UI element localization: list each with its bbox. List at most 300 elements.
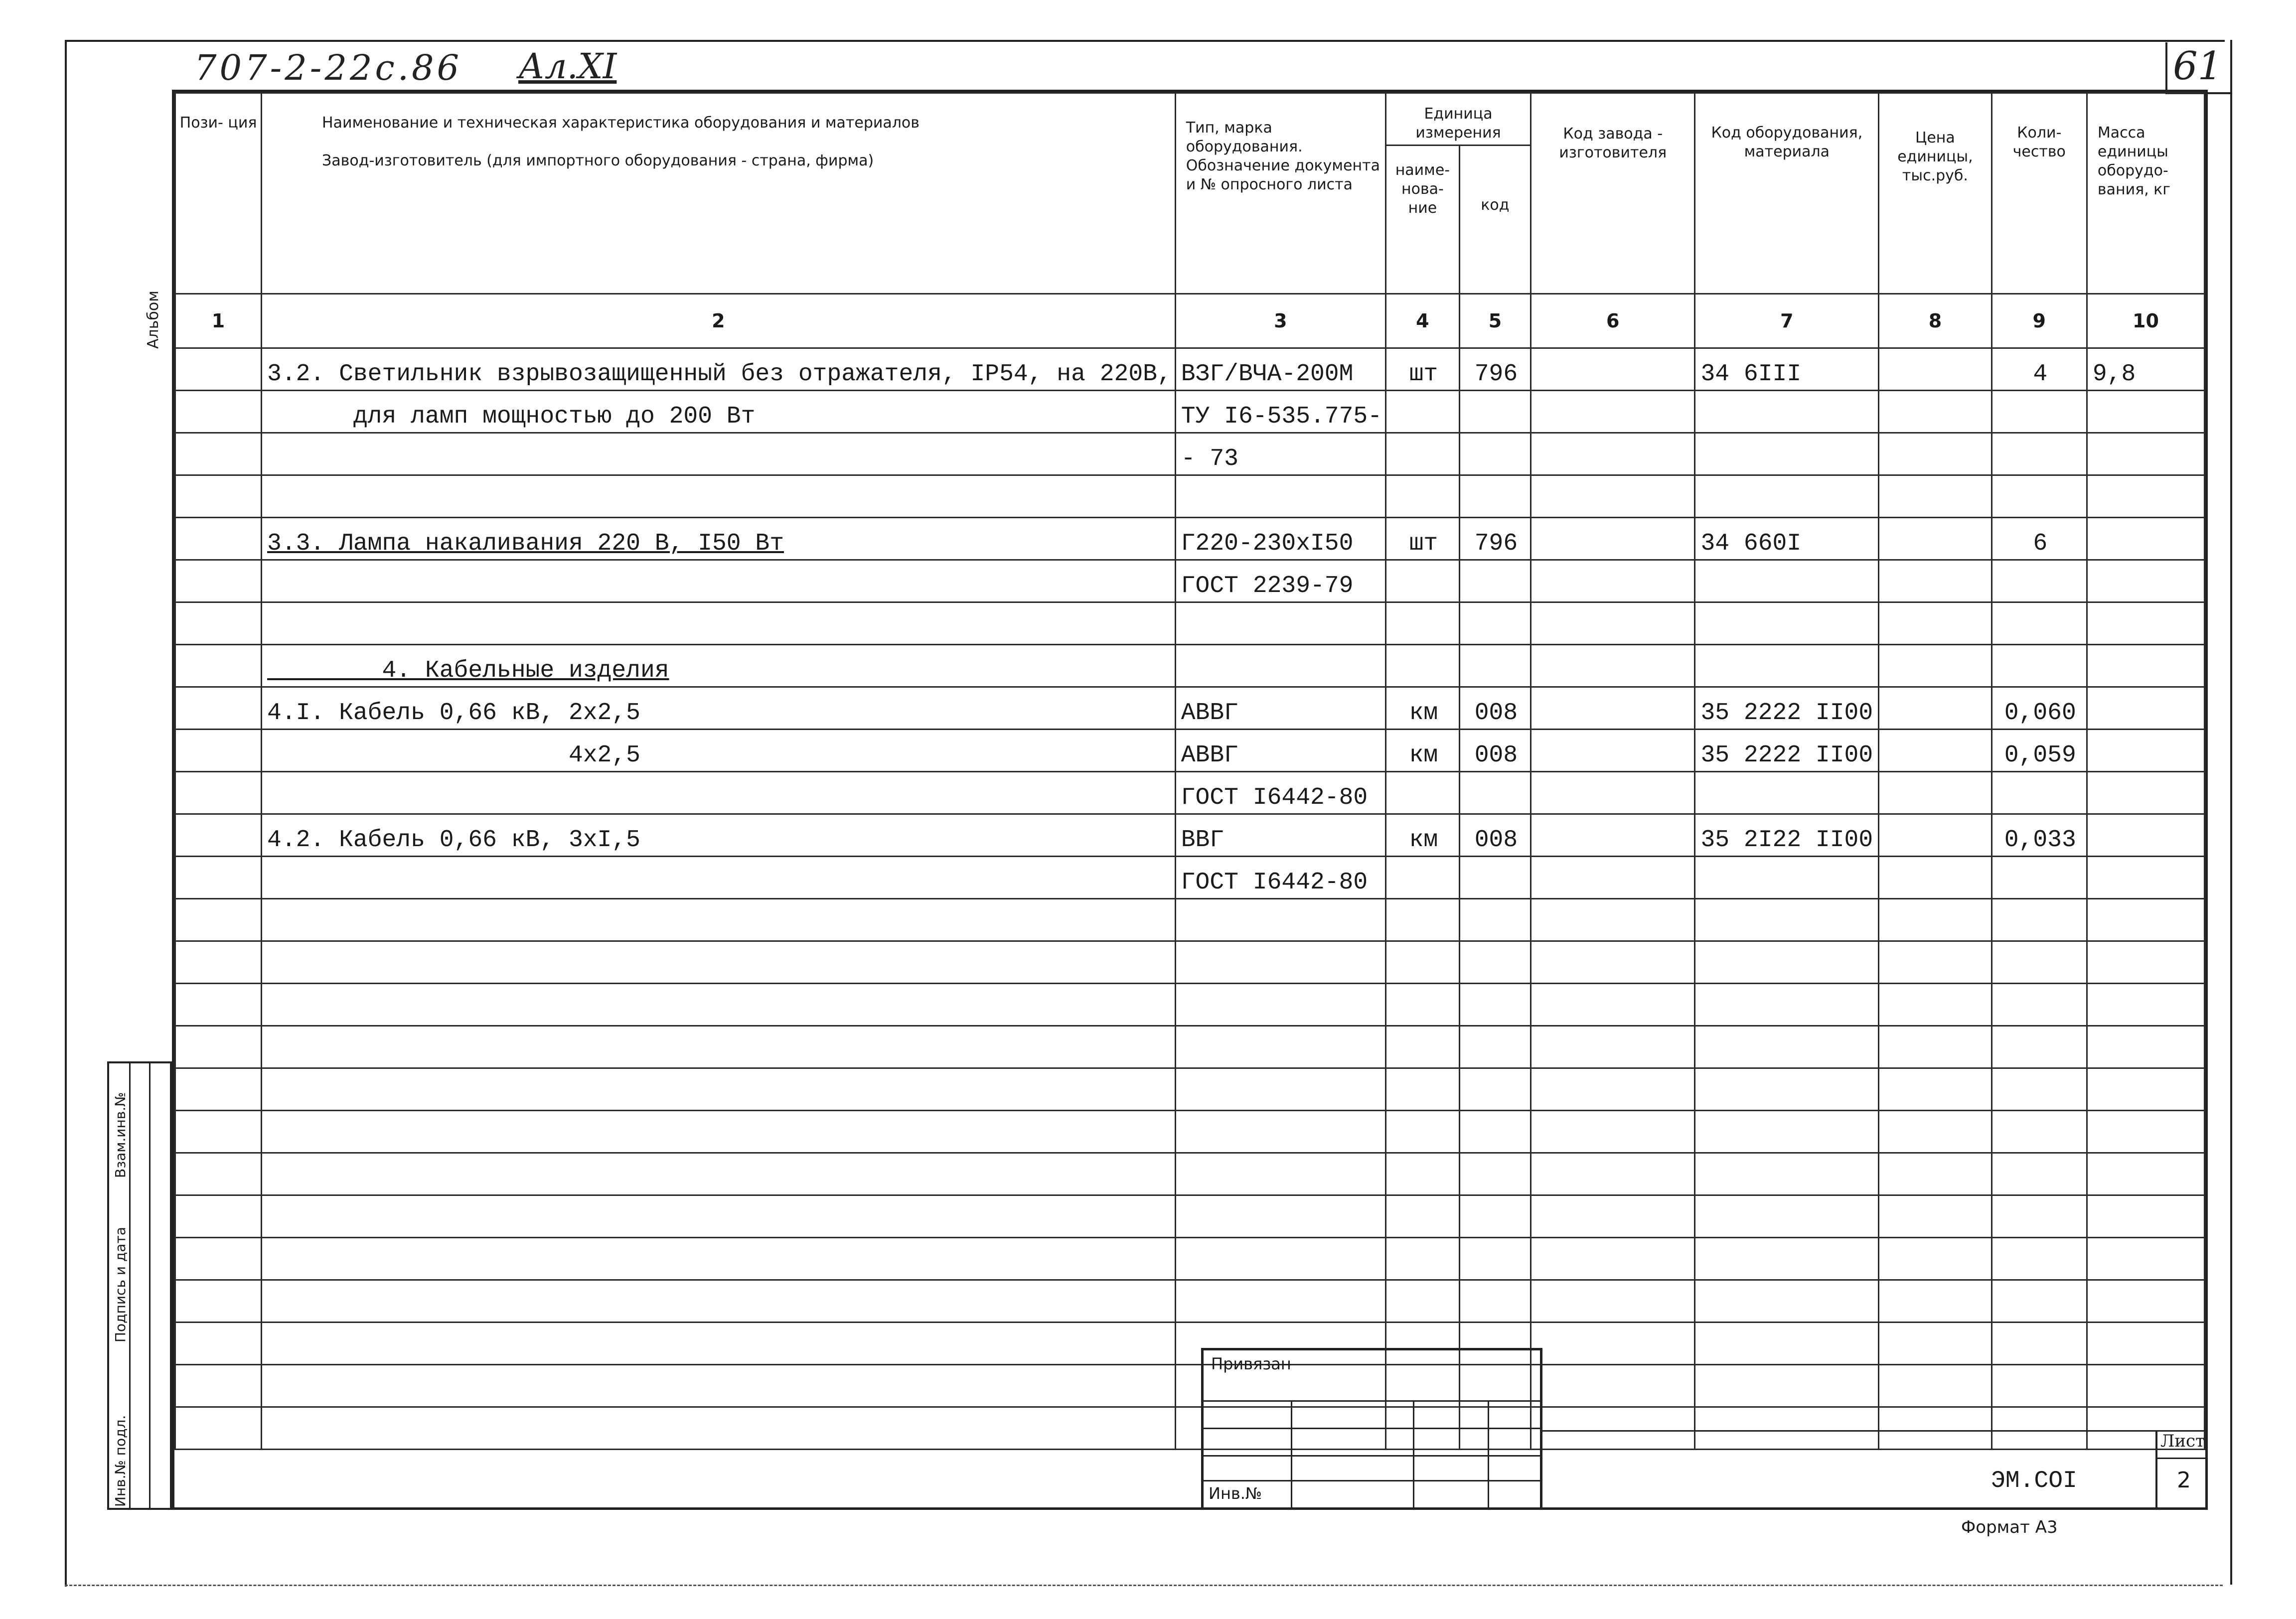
stamp-divider [129, 1063, 131, 1508]
table-cell [1991, 1280, 2087, 1323]
table-cell [1459, 391, 1531, 433]
table-cell [1991, 1365, 2087, 1407]
table-cell [1531, 1365, 1695, 1407]
approval-stamp [107, 1061, 172, 1510]
table-cell [262, 1323, 1176, 1365]
table-cell [1991, 602, 2087, 645]
table-cell: - 73 [1175, 433, 1385, 475]
table-cell [262, 475, 1176, 518]
table-cell [1175, 1280, 1385, 1323]
doc-code: 707-2-22с.86 [194, 47, 462, 88]
table-cell [1531, 645, 1695, 687]
table-cell [1386, 391, 1460, 433]
table-cell [2087, 857, 2204, 899]
column-number: 5 [1459, 294, 1531, 348]
table-cell [1531, 984, 1695, 1026]
table-cell: шт [1386, 518, 1460, 560]
column-number: 3 [1175, 294, 1385, 348]
table-row [175, 687, 2205, 730]
table-row [175, 1323, 2205, 1365]
table-cell [1531, 560, 1695, 602]
drawing-code: ЭМ.СОI [1991, 1468, 2077, 1494]
table-cell [1991, 475, 2087, 518]
title-block-divider [1291, 1400, 1292, 1507]
table-cell [1531, 433, 1695, 475]
col-header-price: Цена единицы, тыс.руб. [1879, 93, 1991, 294]
table-cell [2087, 1026, 2204, 1068]
table-cell [262, 1238, 1176, 1280]
table-cell [1459, 1026, 1531, 1068]
stamp-replaced-inv: Взам.инв.№ [112, 1092, 129, 1178]
table-cell [1879, 433, 1991, 475]
table-cell: 796 [1459, 348, 1531, 391]
table-cell [2087, 1068, 2204, 1111]
table-row [175, 348, 2205, 391]
table-cell [2087, 1153, 2204, 1195]
table-cell [2087, 984, 2204, 1026]
table-cell: для ламп мощностью до 200 Вт [262, 391, 1176, 433]
table-cell [1386, 645, 1460, 687]
cut-line [65, 1585, 2223, 1586]
table-cell [1695, 1238, 1879, 1280]
table-cell [262, 772, 1176, 814]
table-cell [175, 730, 262, 772]
table-cell [1531, 475, 1695, 518]
table-cell [1991, 941, 2087, 984]
table-cell [175, 1407, 262, 1450]
sheet-label: Лист [2160, 1431, 2205, 1451]
table-cell [1386, 1280, 1460, 1323]
table-row [175, 602, 2205, 645]
table-cell: Г220-230хI50 [1175, 518, 1385, 560]
table-cell [1531, 730, 1695, 772]
table-cell [1991, 391, 2087, 433]
table-cell [1531, 391, 1695, 433]
table-cell [1879, 1323, 1991, 1365]
table-cell [1991, 1068, 2087, 1111]
table-cell: 35 2222 II00 [1695, 687, 1879, 730]
table-cell [175, 1153, 262, 1195]
table-cell [262, 1195, 1176, 1238]
table-row [175, 1195, 2205, 1238]
table-cell [1879, 348, 1991, 391]
table-cell: 008 [1459, 687, 1531, 730]
table-row [175, 433, 2205, 475]
table-cell [262, 602, 1176, 645]
table-row [175, 1068, 2205, 1111]
table-cell [1459, 1238, 1531, 1280]
table-cell [1695, 391, 1879, 433]
table-cell [1531, 1153, 1695, 1195]
album-side-label: Альбом [145, 291, 162, 349]
col-header-unit-name: наиме-нова-ние [1386, 146, 1460, 294]
table-cell: 34 660I [1695, 518, 1879, 560]
table-cell [1175, 475, 1385, 518]
table-cell [1695, 1195, 1879, 1238]
table-row [175, 941, 2205, 984]
table-cell [1531, 1323, 1695, 1365]
table-cell [175, 772, 262, 814]
table-cell [175, 560, 262, 602]
table-row [175, 1365, 2205, 1407]
table-cell [1991, 1407, 2087, 1450]
table-row [175, 560, 2205, 602]
table-row [175, 475, 2205, 518]
specification-table [174, 92, 2205, 1450]
table-cell: ГОСТ I6442-80 [1175, 772, 1385, 814]
col-header-mass: Масса единицы оборудо-вания, кг [2087, 93, 2204, 294]
table-cell [1175, 1238, 1385, 1280]
table-row [175, 1280, 2205, 1323]
table-cell: 0,060 [1991, 687, 2087, 730]
table-cell [1879, 602, 1991, 645]
table-cell [1879, 730, 1991, 772]
table-cell [1695, 899, 1879, 941]
title-block-line [1204, 1428, 1540, 1429]
table-cell [1695, 1323, 1879, 1365]
format-label: Формат А3 [1961, 1517, 2058, 1537]
column-number: 2 [262, 294, 1176, 348]
table-cell [1991, 984, 2087, 1026]
table-cell [1459, 899, 1531, 941]
table-cell [1879, 899, 1991, 941]
table-header-row [175, 93, 2205, 146]
table-cell [1991, 1195, 2087, 1238]
table-cell [1991, 1238, 2087, 1280]
table-cell [2087, 391, 2204, 433]
table-cell: ВВГ [1175, 814, 1385, 857]
inventory-label: Инв.№ [1209, 1484, 1262, 1503]
table-cell [1991, 1153, 2087, 1195]
table-cell [262, 899, 1176, 941]
table-cell [1695, 645, 1879, 687]
stamp-inv-original: Инв.№ подл. [112, 1415, 129, 1507]
table-cell: 796 [1459, 518, 1531, 560]
table-cell [175, 899, 262, 941]
table-cell [1175, 1068, 1385, 1111]
table-cell [1879, 687, 1991, 730]
col-header-name: Наименование и техническая характеристика оборудования и материалов Завод-изготовитель (для импортного оборудования - страна, фирма) [262, 93, 1176, 294]
table-cell [262, 1068, 1176, 1111]
table-row [175, 814, 2205, 857]
stamp-divider [149, 1063, 151, 1508]
table-cell [1695, 1068, 1879, 1111]
table-cell [1531, 857, 1695, 899]
col-header-unit: Единица измерения [1386, 93, 1531, 146]
table-cell [262, 433, 1176, 475]
table-cell: 0,033 [1991, 814, 2087, 857]
table-cell [1531, 1407, 1695, 1450]
table-cell: 35 2222 II00 [1695, 730, 1879, 772]
table-cell [2087, 1323, 2204, 1365]
table-cell [1531, 772, 1695, 814]
table-cell [1531, 1238, 1695, 1280]
table-cell [175, 1068, 262, 1111]
table-cell [2087, 687, 2204, 730]
table-cell [2087, 475, 2204, 518]
table-cell [1531, 1111, 1695, 1153]
table-cell [262, 941, 1176, 984]
table-cell [1695, 1153, 1879, 1195]
table-cell [1879, 984, 1991, 1026]
col-header-quantity: Коли-чество [1991, 93, 2087, 294]
table-cell [1531, 1195, 1695, 1238]
table-cell: АВВГ [1175, 687, 1385, 730]
col-header-position: Пози- ция [175, 93, 262, 294]
table-cell [2087, 1238, 2204, 1280]
table-cell [262, 1111, 1176, 1153]
table-cell [1386, 1026, 1460, 1068]
table-row [175, 645, 2205, 687]
table-row [175, 984, 2205, 1026]
table-cell [262, 1407, 1176, 1450]
table-cell [175, 1238, 262, 1280]
title-block-top-line [1542, 1430, 2208, 1432]
table-cell: 3.3. Лампа накаливания 220 В, I50 Вт [262, 518, 1176, 560]
table-cell [175, 687, 262, 730]
table-cell [262, 1153, 1176, 1195]
title-block-divider [1488, 1400, 1489, 1507]
table-cell [2087, 772, 2204, 814]
table-cell [175, 1323, 262, 1365]
table-cell [1386, 899, 1460, 941]
table-cell [1386, 433, 1460, 475]
table-cell [262, 1026, 1176, 1068]
table-cell [1386, 857, 1460, 899]
table-cell [1879, 1111, 1991, 1153]
table-cell [262, 1365, 1176, 1407]
table-cell [1991, 772, 2087, 814]
table-cell [1879, 1068, 1991, 1111]
table-cell: 4 [1991, 348, 2087, 391]
table-cell [1459, 1280, 1531, 1323]
table-cell [262, 857, 1176, 899]
table-cell [1459, 984, 1531, 1026]
table-cell: ВЗГ/ВЧА-200М [1175, 348, 1385, 391]
column-number: 6 [1531, 294, 1695, 348]
table-cell [1386, 1238, 1460, 1280]
table-cell [1386, 1195, 1460, 1238]
table-cell [1459, 560, 1531, 602]
table-cell [1175, 1153, 1385, 1195]
table-cell: ТУ I6-535.775- [1175, 391, 1385, 433]
table-cell: АВВГ [1175, 730, 1385, 772]
table-row [175, 1153, 2205, 1195]
table-cell [1386, 560, 1460, 602]
table-cell [1459, 433, 1531, 475]
table-cell [262, 984, 1176, 1026]
table-cell [1386, 1068, 1460, 1111]
bound-label: Привязан [1211, 1354, 1291, 1373]
table-cell [2087, 899, 2204, 941]
table-cell [175, 857, 262, 899]
table-cell [1991, 645, 2087, 687]
table-cell [2087, 1365, 2204, 1407]
table-cell: ГОСТ I6442-80 [1175, 857, 1385, 899]
table-row [175, 857, 2205, 899]
table-cell: 4. Кабельные изделия [262, 645, 1176, 687]
table-cell [175, 433, 262, 475]
table-cell: 34 6III [1695, 348, 1879, 391]
table-cell [1175, 1195, 1385, 1238]
page-number: 61 [2173, 44, 2223, 89]
table-cell: 0,059 [1991, 730, 2087, 772]
title-block-line [1204, 1400, 1540, 1402]
table-cell [1459, 1153, 1531, 1195]
table-cell [1175, 645, 1385, 687]
table-cell [1879, 814, 1991, 857]
table-cell: ГОСТ 2239-79 [1175, 560, 1385, 602]
table-cell [175, 941, 262, 984]
table-cell [1695, 602, 1879, 645]
table-cell [1459, 475, 1531, 518]
table-cell [1175, 899, 1385, 941]
table-cell [1991, 433, 2087, 475]
table-cell [1531, 687, 1695, 730]
table-cell [2087, 1280, 2204, 1323]
sheet-divider [2155, 1458, 2208, 1459]
table-cell [1531, 1280, 1695, 1323]
table-cell [175, 1026, 262, 1068]
table-cell [1695, 984, 1879, 1026]
table-cell [1879, 475, 1991, 518]
table-cell [175, 348, 262, 391]
table-cell [175, 1195, 262, 1238]
table-cell [1175, 1026, 1385, 1068]
table-cell [1991, 1111, 2087, 1153]
table-cell [1695, 560, 1879, 602]
table-cell [1991, 1323, 2087, 1365]
table-cell [1879, 1280, 1991, 1323]
table-cell [1175, 1111, 1385, 1153]
table-cell [1695, 772, 1879, 814]
table-cell: 008 [1459, 730, 1531, 772]
table-cell [1991, 857, 2087, 899]
table-cell [1879, 518, 1991, 560]
table-cell [2087, 814, 2204, 857]
column-number: 7 [1695, 294, 1879, 348]
table-cell [1459, 941, 1531, 984]
table-cell [2087, 433, 2204, 475]
table-cell [1879, 645, 1991, 687]
table-row [175, 899, 2205, 941]
column-number-row [175, 294, 2205, 348]
table-cell [1459, 1195, 1531, 1238]
table-cell [1386, 1153, 1460, 1195]
column-number: 8 [1879, 294, 1991, 348]
table-cell [175, 1365, 262, 1407]
table-row [175, 772, 2205, 814]
table-cell [1991, 1026, 2087, 1068]
table-cell [1531, 1068, 1695, 1111]
table-cell [1459, 1111, 1531, 1153]
table-cell [1459, 1068, 1531, 1111]
table-cell: 4.2. Кабель 0,66 кВ, 3хI,5 [262, 814, 1176, 857]
table-cell [1879, 857, 1991, 899]
table-cell: 008 [1459, 814, 1531, 857]
title-block-divider [1413, 1400, 1414, 1507]
table-cell [1531, 602, 1695, 645]
col-header-type: Тип, марка оборудования. Обозначение документа и № опросного листа [1175, 93, 1385, 294]
table-cell [2087, 518, 2204, 560]
table-row [175, 1111, 2205, 1153]
table-cell [175, 602, 262, 645]
table-cell [2087, 730, 2204, 772]
table-cell [1879, 1026, 1991, 1068]
table-cell [1175, 602, 1385, 645]
table-cell [1879, 1195, 1991, 1238]
table-cell [262, 560, 1176, 602]
table-cell [1879, 772, 1991, 814]
table-cell: 4.I. Кабель 0,66 кВ, 2х2,5 [262, 687, 1176, 730]
sheet-number: 2 [2177, 1468, 2191, 1493]
table-cell: 9,8 [2087, 348, 2204, 391]
table-cell [1879, 1238, 1991, 1280]
table-cell [1459, 772, 1531, 814]
table-cell: шт [1386, 348, 1460, 391]
table-cell [1695, 1365, 1879, 1407]
table-cell [1695, 1111, 1879, 1153]
table-cell [1386, 984, 1460, 1026]
table-cell: км [1386, 814, 1460, 857]
table-cell [1531, 899, 1695, 941]
table-cell [1459, 857, 1531, 899]
table-cell [1879, 1407, 1991, 1450]
table-cell [1531, 518, 1695, 560]
table-cell [175, 814, 262, 857]
table-row [175, 1026, 2205, 1068]
column-number: 10 [2087, 294, 2204, 348]
table-cell [1531, 941, 1695, 984]
table-cell [1531, 1026, 1695, 1068]
title-block-line [1204, 1480, 1540, 1481]
table-cell [1879, 1153, 1991, 1195]
table-row [175, 518, 2205, 560]
table-cell: 4х2,5 [262, 730, 1176, 772]
col-header-unit-code: код [1459, 146, 1531, 294]
table-row [175, 391, 2205, 433]
table-cell [2087, 560, 2204, 602]
table-cell [262, 1280, 1176, 1323]
column-number: 9 [1991, 294, 2087, 348]
table-row [175, 730, 2205, 772]
table-cell [175, 518, 262, 560]
table-cell [1695, 433, 1879, 475]
table-cell [1695, 1407, 1879, 1450]
column-number: 1 [175, 294, 262, 348]
table-cell [1459, 602, 1531, 645]
table-cell [2087, 1195, 2204, 1238]
table-cell [1386, 772, 1460, 814]
table-cell [1175, 984, 1385, 1026]
column-number: 4 [1386, 294, 1460, 348]
table-cell [1386, 602, 1460, 645]
stamp-signature-date: Подпись и дата [112, 1227, 129, 1342]
title-block-line [1204, 1455, 1540, 1457]
table-cell: км [1386, 730, 1460, 772]
table-cell [1879, 560, 1991, 602]
table-cell [1175, 941, 1385, 984]
table-cell [1879, 1365, 1991, 1407]
table-cell: 35 2I22 II00 [1695, 814, 1879, 857]
table-row [175, 1407, 2205, 1450]
table-cell: 3.2. Светильник взрывозащищенный без отражателя, IP54, на 220В, [262, 348, 1176, 391]
col-header-equipment-code: Код оборудования, материала [1695, 93, 1879, 294]
table-cell [1991, 899, 2087, 941]
table-cell [1386, 941, 1460, 984]
table-cell [175, 391, 262, 433]
table-cell: км [1386, 687, 1460, 730]
